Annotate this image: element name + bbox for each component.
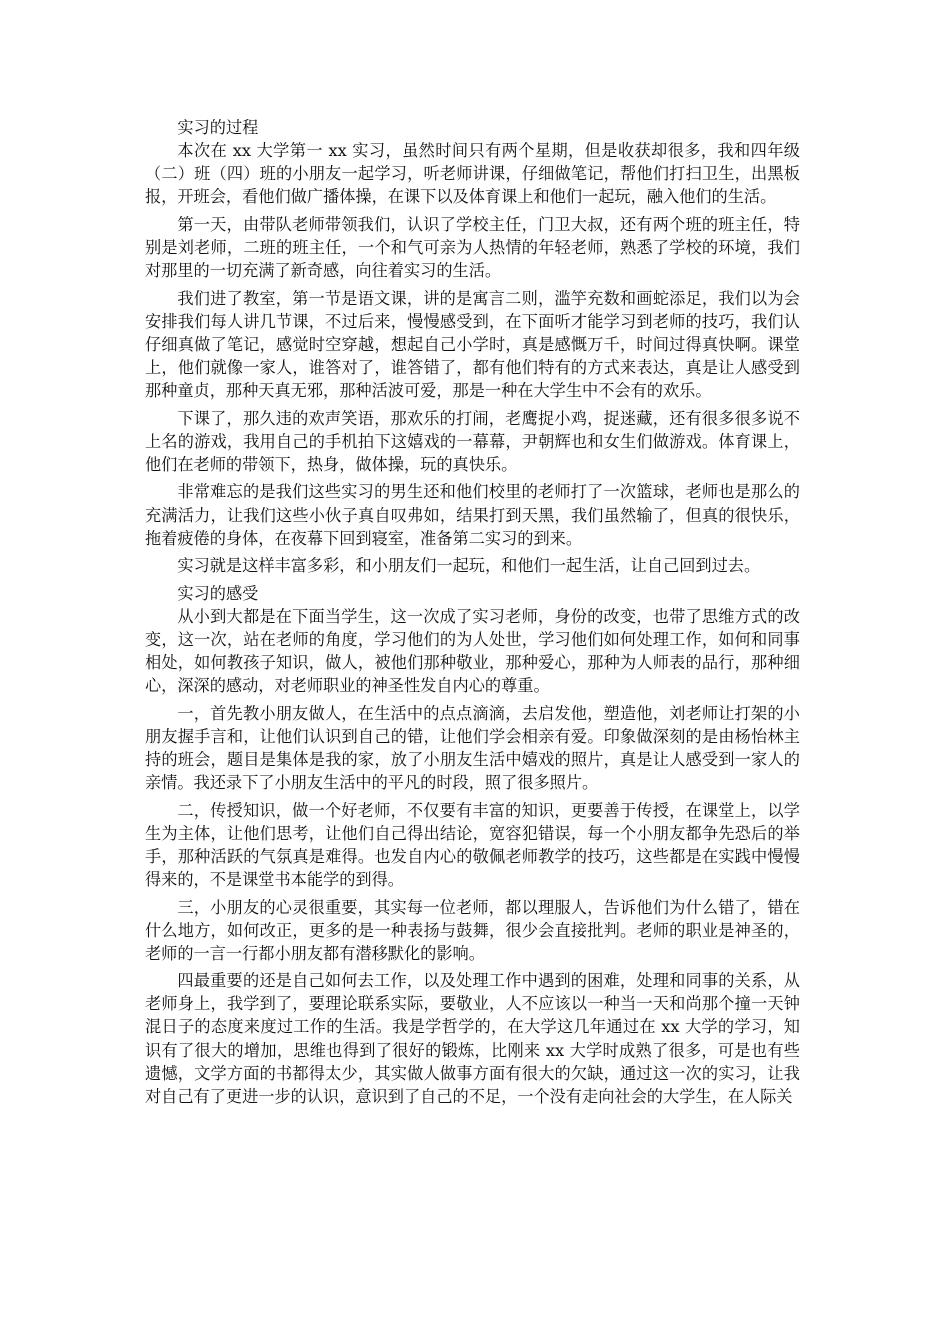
paragraph-identity-change: 从小到大都是在下面当学生，这一次成了实习老师，身份的改变，也带了思维方式的改变，这一次，站在老师的角度，学习他们的为人处世，学习他们如何处理工作，如何和同事相处，如何教孩子知识，做人，被他们那种敬业，那种爱心，那种为人师表的品行，那种细心，深深的感动，对老师职业的神圣性发自内心的尊重。 [145, 606, 800, 696]
paragraph-summary: 实习就是这样丰富多彩，和小朋友们一起玩，和他们一起生活，让自己回到过去。 [177, 556, 761, 576]
section-heading-process: 实习的过程 [177, 118, 259, 137]
section-heading-feelings: 实习的感受 [177, 583, 259, 603]
paragraph-intro: 本次在 xx 大学第一 xx 实习，虽然时间只有两个星期，但是收获却很多，我和四年级（二）班（四）班的小朋友一起学习，听老师讲课，仔细做笔记，帮他们打扫卫生，出黑板报，开班会，看他们做广播体操，在课下以及体育课上和他们一起玩，融入他们的生活。 [145, 141, 800, 207]
paragraph-point-three: 三，小朋友的心灵很重要，其实每一位老师，都以理服人，告诉他们为什么错了，错在什么地方，如何改正，更多的是一种表扬与鼓舞，很少会直接批判。老师的职业是神圣的，老师的一言一行都小朋友都有潜移默化的影响。 [145, 897, 800, 963]
paragraph-point-four: 四最重要的还是自己如何去工作，以及处理工作中遇到的困难，处理和同事的关系，从老师身上，我学到了，要理论联系实际，要敬业，人不应该以一种当一天和尚那个撞一天钟混日子的态度来度过工作的生活。我是学哲学的，在大学这几年通过在 xx 大学的学习，知识有了很大的增加，思维也得到了很好的锻炼，比刚来 xx 大学时成熟了很多，可是也有些遗憾，文学方面的书都得太少，其实做人做事方面有很大的欠缺，通过这一次的实习，让我对自己有了更进一步的认识，意识到了自己的不足，一个没有走向社会的大学生，在人际关 [145, 971, 800, 1106]
document-page [145, 116, 800, 1112]
paragraph-point-one: 一，首先教小朋友做人，在生活中的点点滴滴，去启发他，塑造他，刘老师让打架的小朋友握手言和，让他们认识到自己的错，让他们学会相亲有爱。印象做深刻的是由杨怡林主持的班会，题目是集体是我的家，放了小朋友生活中嬉戏的照片，真是让人感受到一家人的亲情。我还录下了小朋友生活中的平凡的时段，照了很多照片。 [145, 703, 800, 793]
paragraph-basketball: 非常难忘的是我们这些实习的男生还和他们校里的老师打了一次篮球，老师也是那么的充满活力，让我们这些小伙子真自叹弗如，结果打到天黑，我们虽然输了，但真的很快乐，拖着疲倦的身体，在夜幕下回到寝室，准备第二实习的到来。 [145, 482, 800, 548]
paragraph-classroom: 我们进了教室，第一节是语文课，讲的是寓言二则，滥竽充数和画蛇添足，我们以为会安排我们每人讲几节课，不过后来，慢慢感受到，在下面听才能学习到老师的技巧，我们认仔细真做了笔记，感觉时空穿越，想起自己小学时，真是感慨万千，时间过得真快啊。课堂上，他们就像一家人，谁答对了，谁答错了，都有他们特有的方式来表达，真是让人感受到那种童贞，那种天真无邪，那种活波可爱，那是一种在大学生中不会有的欢乐。 [145, 288, 800, 401]
paragraph-recess: 下课了，那久违的欢声笑语，那欢乐的打闹，老鹰捉小鸡，捉迷藏，还有很多很多说不上名的游戏，我用自己的手机拍下这嬉戏的一幕幕，尹朝辉也和女生们做游戏。体育课上，他们在老师的带领下，热身，做体操，玩的真快乐。 [145, 408, 800, 474]
paragraph-point-two: 二，传授知识，做一个好老师，不仅要有丰富的知识，更要善于传授，在课堂上，以学生为主体，让他们思考，让他们自己得出结论，宽容犯错误，每一个小朋友都争先恐后的举手，那种活跃的气氛真是难得。也发自内心的敬佩老师教学的技巧，这些都是在实践中慢慢得来的，不是课堂书本能学的到得。 [145, 800, 800, 889]
paragraph-first-day: 第一天，由带队老师带领我们，认识了学校主任，门卫大叔，还有两个班的班主任，特别是刘老师，二班的班主任，一个和气可亲为人热情的年轻老师，熟悉了学校的环境，我们对那里的一切充满了新奇感，向往着实习的生活。 [145, 214, 800, 281]
